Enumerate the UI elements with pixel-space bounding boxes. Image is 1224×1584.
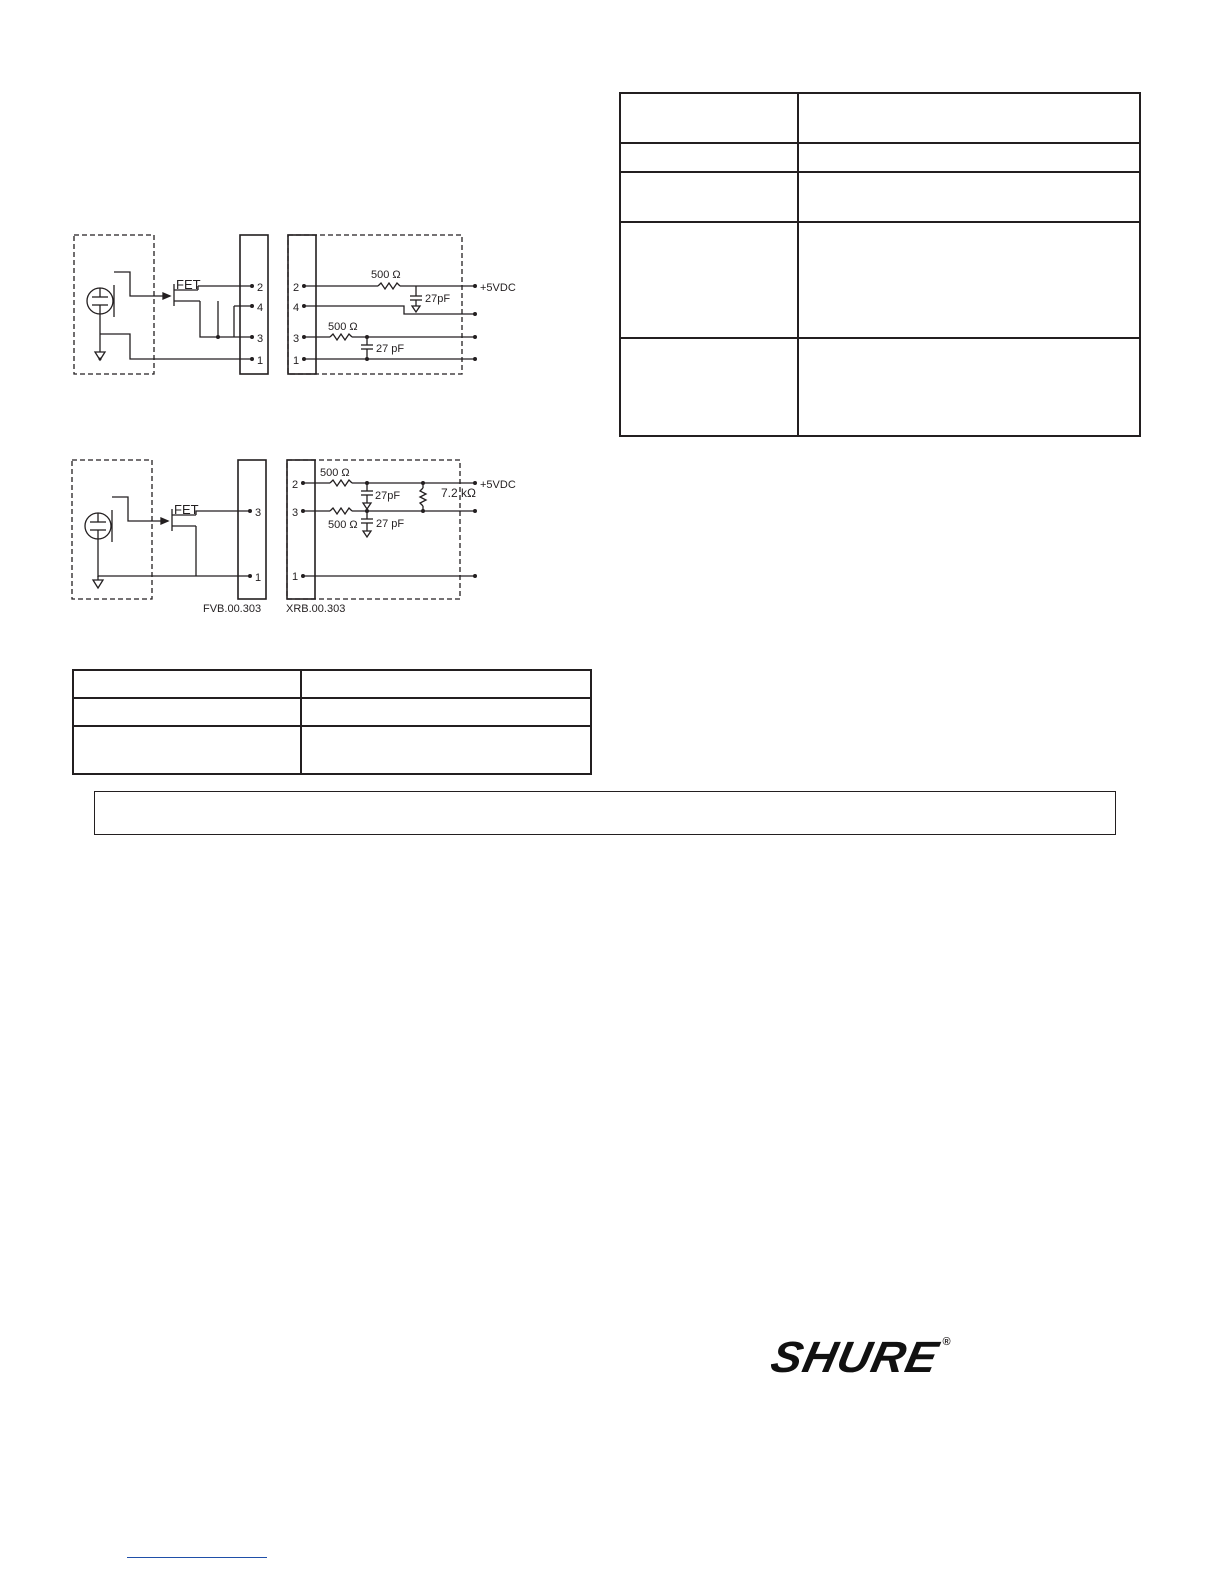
mic-pin-label: 2 xyxy=(257,282,264,294)
table-row xyxy=(73,726,591,774)
table-cell xyxy=(620,143,798,172)
schematic-bottom xyxy=(72,460,475,599)
table-cell xyxy=(798,143,1140,172)
preamp-pin-label: 4 xyxy=(293,302,300,314)
resistor-value: 7.2 kΩ xyxy=(441,486,476,500)
capacitor-value: 27 pF xyxy=(376,518,405,530)
table-cell xyxy=(620,222,798,338)
table-row xyxy=(73,698,591,726)
resistor-value: 500 Ω xyxy=(328,321,358,333)
table-row xyxy=(620,338,1140,436)
mic-connector-block xyxy=(238,460,266,599)
table-cell xyxy=(798,172,1140,222)
mic-pin-label: 3 xyxy=(257,333,264,345)
spec-table-right xyxy=(619,92,1141,437)
logo-text: SHURE xyxy=(766,1332,944,1382)
mic-pin-label: 1 xyxy=(255,572,262,584)
capacitor-value: 27pF xyxy=(425,293,451,305)
mic-pin-label: 4 xyxy=(257,302,264,314)
table-cell xyxy=(620,338,798,436)
mic-part-number: FVB.00.303 xyxy=(203,603,262,615)
table-row xyxy=(620,222,1140,338)
preamp-pin-label: 3 xyxy=(293,333,300,345)
table-row xyxy=(73,670,591,698)
table-cell xyxy=(301,698,591,726)
resistor-value: 500 Ω xyxy=(328,519,358,531)
resistor-value: 500 Ω xyxy=(320,467,350,479)
capacitor-icon xyxy=(410,286,422,312)
table-cell xyxy=(73,698,301,726)
table-cell xyxy=(73,670,301,698)
resistor-icon xyxy=(330,334,352,340)
preamp-pin-label: 2 xyxy=(293,282,300,294)
resistor-icon xyxy=(330,508,352,514)
schematic-top xyxy=(74,235,475,374)
resistor-value: 500 Ω xyxy=(371,269,401,281)
preamp-box xyxy=(287,460,460,599)
capacitor-icon xyxy=(361,483,373,509)
resistor-icon xyxy=(378,283,400,289)
capacitor-icon xyxy=(361,511,373,537)
capacitor-value: 27pF xyxy=(375,490,401,502)
registered-mark: ® xyxy=(942,1336,951,1348)
resistor-icon xyxy=(330,480,352,486)
capacitor-icon xyxy=(361,337,373,359)
mic-pin-label: 3 xyxy=(255,507,262,519)
spec-table-left xyxy=(72,669,592,775)
mic-connector-block xyxy=(240,235,268,374)
table-cell xyxy=(798,222,1140,338)
supply-label: +5VDC xyxy=(480,282,516,294)
preamp-pin-label: 3 xyxy=(292,507,299,519)
table-cell xyxy=(620,172,798,222)
table-cell xyxy=(620,93,798,143)
table-row xyxy=(620,93,1140,143)
fet-label: FET xyxy=(176,277,201,292)
table-row xyxy=(620,143,1140,172)
fet-label: FET xyxy=(174,502,199,517)
capsule-icon xyxy=(87,285,114,334)
footer-line xyxy=(127,1557,267,1558)
table-cell xyxy=(798,93,1140,143)
preamp-pin-label: 1 xyxy=(293,355,300,367)
table-cell xyxy=(301,726,591,774)
preamp-pin-label: 1 xyxy=(292,571,299,583)
table-cell xyxy=(798,338,1140,436)
capsule-icon xyxy=(85,510,112,577)
resistor-icon xyxy=(420,488,426,506)
table-row xyxy=(620,172,1140,222)
note-box xyxy=(94,791,1116,835)
capacitor-value: 27 pF xyxy=(376,343,405,355)
table-cell xyxy=(301,670,591,698)
preamp-pin-label: 2 xyxy=(292,479,299,491)
preamp-part-number: XRB.00.303 xyxy=(286,603,346,615)
supply-label: +5VDC xyxy=(480,479,516,491)
mic-pin-label: 1 xyxy=(257,355,264,367)
table-cell xyxy=(73,726,301,774)
shure-logo xyxy=(766,1330,951,1382)
